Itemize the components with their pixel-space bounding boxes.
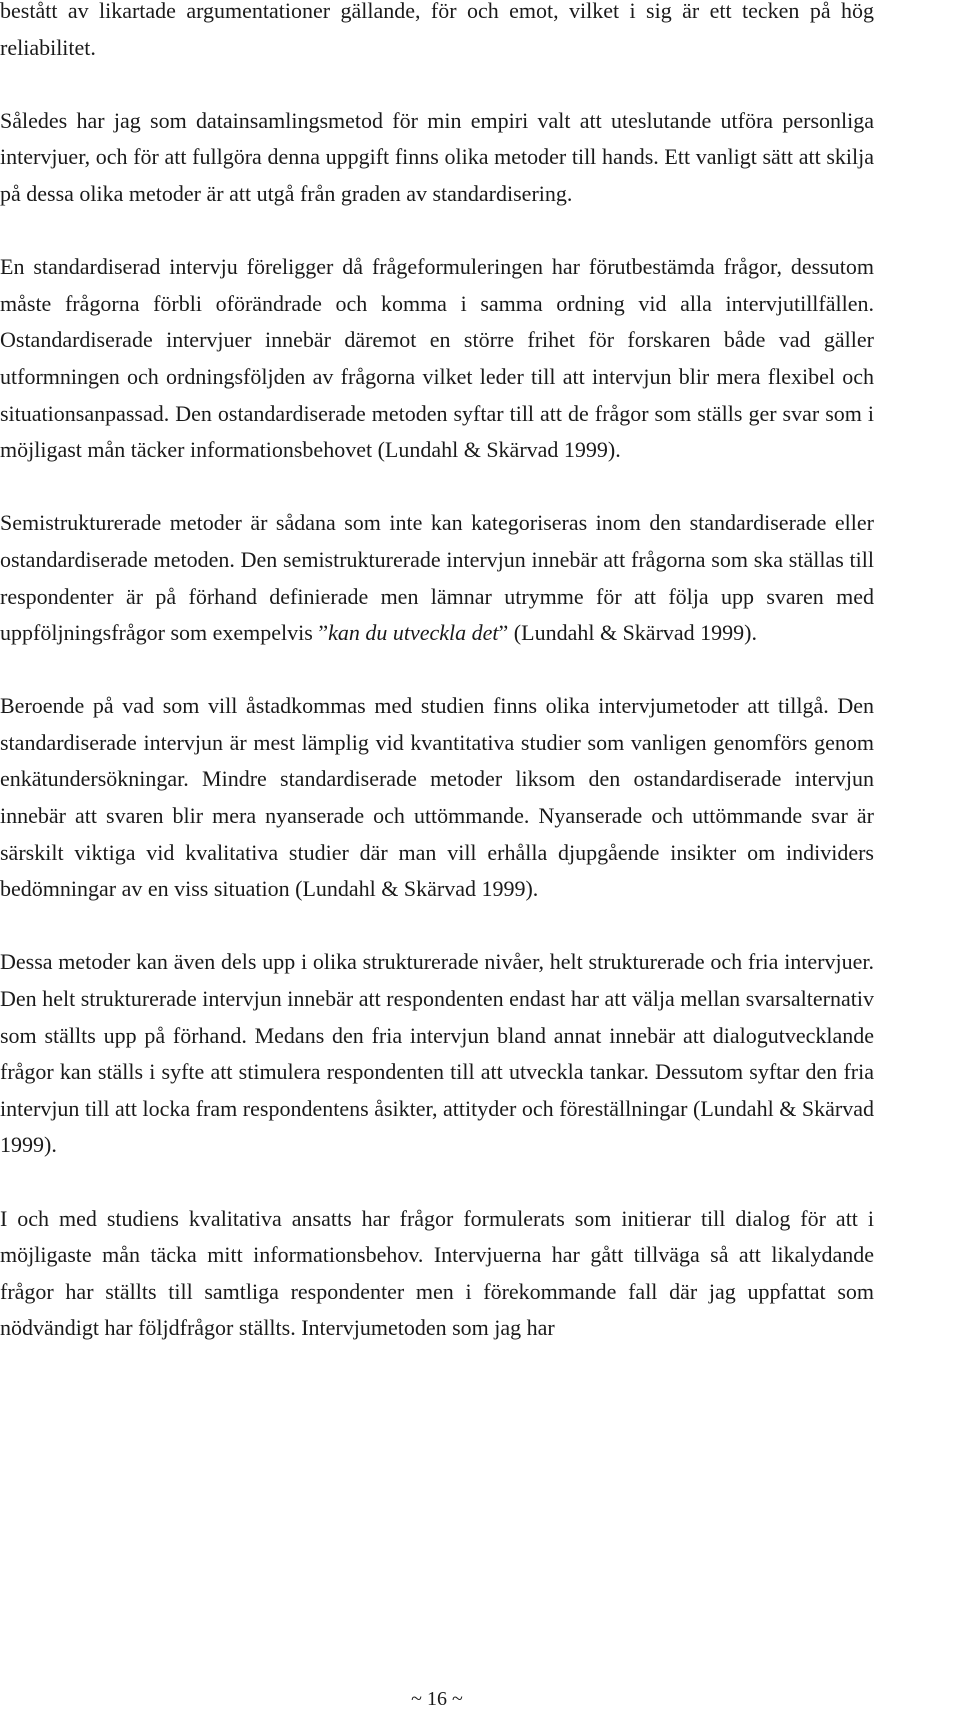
paragraph-5: Beroende på vad som vill åstadkommas med studien finns olika intervjumetoder att tillgå. Den standardiserade intervjun är mest lämplig vid kvantitativa studier som vanligen genomförs genom enkätundersökningar. Mindre standardiserade metoder liksom den ostandardiserade intervjun innebär att svaren blir mera nyanserade och uttömmande. Nyanserade och uttömmande svar är särskilt viktiga vid kvalitativa studier där man vill erhålla djupgående insikter om individers bedömningar av en viss situation (Lundahl & Skärvad 1999). [0,693,874,902]
page-number: ~ 16 ~ [411,1688,463,1710]
paragraph-4 [0,505,874,651]
paragraph-2: Således har jag som datainsamlingsmetod för min empiri valt att uteslutande utföra personliga intervjuer, och för att fullgöra denna uppgift finns olika metoder till hands. Ett vanligt sätt att skilja på dessa olika metoder är att utgå från graden av standardisering. [0,107,874,206]
paragraph-6: Dessa metoder kan även dels upp i olika strukturerade nivåer, helt strukturerade och fria intervjuer. Den helt strukturerade intervjun innebär att respondenten endast har att välja mellan svarsalternativ som ställts upp på förhand. Medans den fria intervjun bland annat innebär att dialogutvecklande frågor kan ställs i syfte att stimulera respondenten till att utveckla tankar. Dessutom syftar den fria intervjun till att locka fram respondentens åsikter, attityder och föreställningar (Lundahl & Skärvad 1999). [0,949,874,1158]
paragraph-4-text-after: ” (Lundahl & Skärvad 1999). [498,620,757,646]
paragraph-4-text-before: Semistrukturerade metoder är sådana som inte kan kategoriseras inom den standardiserade eller ostandardiserade metoden. Den semistrukturerade intervjun innebär att frågorna som ska ställas till respondenter är på förhand definierade men lämnar utrymme för att följa upp svaren med uppföljningsfrågor som exempelvis ” [0,510,874,646]
paragraph-7: I och med studiens kvalitativa ansatts har frågor formulerats som initierar till dialog för att i möjligaste mån täcka mitt informationsbehov. Intervjuerna har gått tillväga så att likalydande frågor har ställts till samtliga respondenter men i förekommande fall där jag uppfattat som nödvändigt har följdfrågor ställts. Intervjumetoden som jag har [0,1205,874,1341]
paragraph-1: bestått av likartade argumentationer gällande, för och emot, vilket i sig är ett tecken på hög reliabilitet. [0,0,874,60]
paragraph-4-emphasis: kan du utveckla det [328,620,499,646]
paragraph-3: En standardiserad intervju föreligger då frågeformuleringen har förutbestämda frågor, dessutom måste frågorna förbli oförändrade och komma i samma ordning vid alla intervjutillfällen. Ostandardiserade intervjuer innebär däremot en större frihet för forskaren både vad gäller utformningen och ordningsföljden av frågorna vilket leder till att intervjun blir mera flexibel och situationsanpassad. Den ostandardiserade metoden syftar till att de frågor som ställs ger svar som i möjligast mån täcker informationsbehovet (Lundahl & Skärvad 1999). [0,254,874,463]
